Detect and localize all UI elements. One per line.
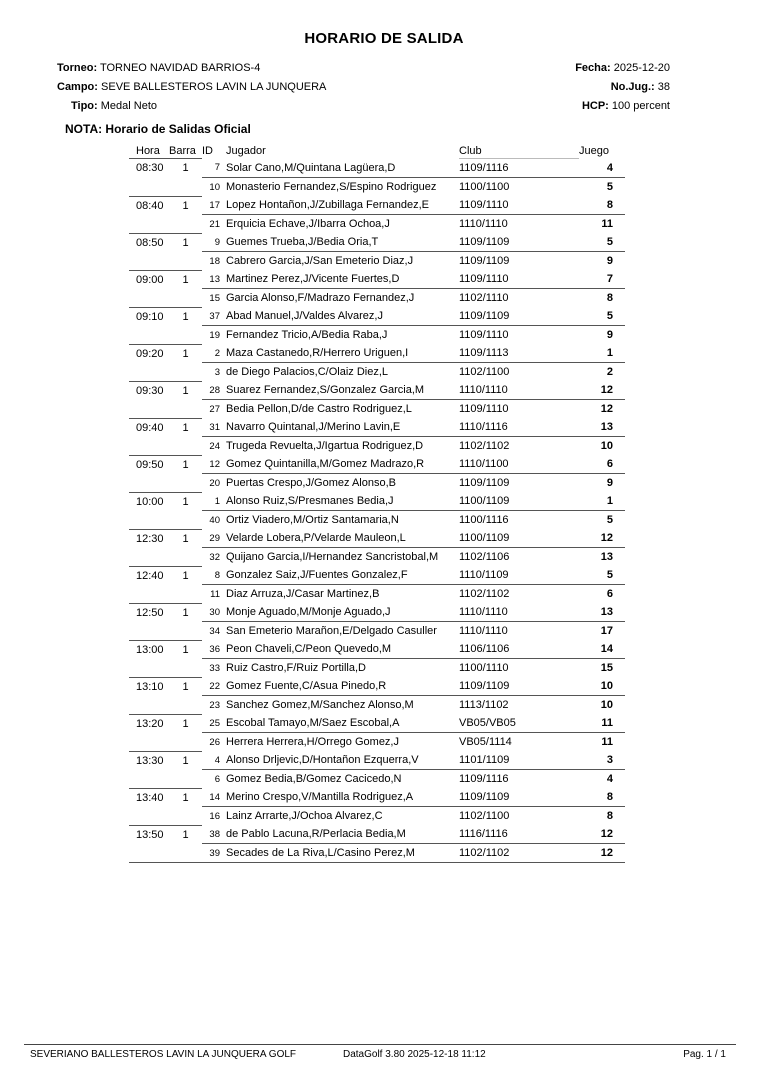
juego-cell: 9 <box>579 326 625 345</box>
jugador-cell: Cabrero Garcia,J/San Emeterio Diaz,J <box>223 252 459 271</box>
club-cell: 1109/1109 <box>459 310 510 322</box>
jugador-cell: Merino Crespo,V/Mantilla Rodriguez,A <box>226 791 414 803</box>
juego-cell: 13 <box>579 548 625 567</box>
barra-cell: 1 <box>169 825 202 844</box>
jugador-cell: Alonso Ruiz,S/Presmanes Bedia,J <box>226 495 394 507</box>
juego-cell: 5 <box>606 310 613 322</box>
table-row <box>129 418 625 437</box>
jugador-cell: Gomez Bedia,B/Gomez Cacicedo,N <box>223 770 459 789</box>
table-row <box>129 733 625 752</box>
barra-cell <box>169 363 202 382</box>
barra-cell: 1 <box>169 603 202 622</box>
club-cell: 1109/1116 <box>459 162 509 174</box>
club-cell: 1109/1109 <box>459 474 579 493</box>
id-cell: 37 <box>209 310 220 322</box>
juego-cell: 1 <box>606 347 613 359</box>
barra-cell: 1 <box>169 159 202 178</box>
hcp-value: 100 percent <box>611 100 670 112</box>
id-cell: 36 <box>209 643 220 655</box>
hora-cell <box>129 770 169 789</box>
hora-cell <box>129 400 169 419</box>
jugador-cell: Erquicia Echave,J/Ibarra Ochoa,J <box>223 215 459 234</box>
jugador-cell: Secades de La Riva,L/Casino Perez,M <box>223 844 459 863</box>
table-header-row <box>129 143 625 159</box>
table-row <box>129 400 625 419</box>
club-cell: 1110/1109 <box>459 569 509 581</box>
hora-cell: 09:00 <box>129 270 169 289</box>
id-cell: 14 <box>209 791 220 803</box>
nojug-label: No.Jug.: <box>610 81 655 93</box>
id-cell: 24 <box>202 437 223 456</box>
barra-cell: 1 <box>169 344 202 363</box>
hora-cell: 13:30 <box>129 751 169 770</box>
hora-cell: 13:10 <box>129 677 169 696</box>
id-cell: 9 <box>214 236 220 248</box>
id-cell: 4 <box>214 754 220 766</box>
barra-cell <box>169 511 202 530</box>
id-cell: 19 <box>202 326 223 345</box>
table-row <box>129 474 625 493</box>
table-row <box>129 714 625 733</box>
table-row <box>129 344 625 363</box>
club-cell: VB05/VB05 <box>459 717 516 729</box>
table-row <box>129 437 625 456</box>
jugador-cell: Lainz Arrarte,J/Ochoa Alvarez,C <box>223 807 459 826</box>
barra-cell: 1 <box>169 418 202 437</box>
juego-cell: 7 <box>606 273 613 285</box>
club-cell: 1110/1110 <box>459 606 508 618</box>
club-cell: 1102/1102 <box>459 585 579 604</box>
club-cell: VB05/1114 <box>459 733 579 752</box>
table-row <box>129 252 625 271</box>
id-cell: 25 <box>209 717 220 729</box>
nojug-line <box>611 80 670 94</box>
club-cell: 1109/1110 <box>459 199 509 211</box>
juego-cell: 5 <box>579 178 625 197</box>
torneo-value: TORNEO NAVIDAD BARRIOS-4 <box>99 62 261 74</box>
jugador-cell: San Emeterio Marañon,E/Delgado Casuller <box>223 622 459 641</box>
id-cell: 27 <box>202 400 223 419</box>
note-heading: NOTA: Horario de Salidas Oficial <box>65 122 251 136</box>
hora-cell <box>129 511 169 530</box>
id-cell: 22 <box>209 680 220 692</box>
table-row <box>129 326 625 345</box>
page-title: HORARIO DE SALIDA <box>304 30 464 47</box>
juego-cell: 6 <box>606 458 613 470</box>
id-cell: 17 <box>209 199 220 211</box>
id-cell: 8 <box>214 569 220 581</box>
table-row <box>129 363 625 382</box>
id-cell: 30 <box>209 606 220 618</box>
barra-cell <box>169 622 202 641</box>
club-cell: 1109/1109 <box>459 680 510 692</box>
id-cell: 33 <box>202 659 223 678</box>
jugador-cell: de Pablo Lacuna,R/Perlacia Bedia,M <box>226 828 406 840</box>
header-juego: Juego <box>579 144 609 157</box>
barra-cell: 1 <box>169 455 202 474</box>
footer-club: SEVERIANO BALLESTEROS LAVIN LA JUNQUERA GOLF <box>30 1049 297 1060</box>
club-cell: 1109/1109 <box>459 252 579 271</box>
nojug-value: 38 <box>657 81 670 93</box>
club-cell: 1102/1102 <box>459 437 579 456</box>
juego-cell: 13 <box>600 606 613 618</box>
jugador-cell: Lopez Hontañon,J/Zubillaga Fernandez,E <box>226 199 430 211</box>
table-row <box>129 640 625 659</box>
jugador-cell: Velarde Lobera,P/Velarde Mauleon,L <box>226 532 406 544</box>
table-row <box>129 455 625 474</box>
club-cell: 1102/1102 <box>459 844 579 863</box>
jugador-cell: Gonzalez Saiz,J/Fuentes Gonzalez,F <box>226 569 408 581</box>
barra-cell: 1 <box>169 492 202 511</box>
hora-cell <box>129 696 169 715</box>
barra-cell <box>169 659 202 678</box>
juego-cell: 5 <box>606 236 613 248</box>
club-cell: 1109/1110 <box>459 400 579 419</box>
hora-cell: 09:30 <box>129 381 169 400</box>
hora-cell: 12:30 <box>129 529 169 548</box>
table-row <box>129 622 625 641</box>
hora-cell: 09:10 <box>129 307 169 326</box>
id-cell: 11 <box>202 585 223 604</box>
hcp-line <box>582 99 670 113</box>
hora-cell <box>129 289 169 308</box>
juego-cell: 2 <box>579 363 625 382</box>
id-cell: 7 <box>214 162 220 174</box>
id-cell: 3 <box>202 363 223 382</box>
juego-cell: 17 <box>579 622 625 641</box>
jugador-cell: Monje Aguado,M/Monje Aguado,J <box>226 606 391 618</box>
table-row <box>129 492 625 511</box>
jugador-cell: Alonso Drljevic,D/Hontañon Ezquerra,V <box>226 754 419 766</box>
id-cell: 39 <box>202 844 223 863</box>
table-row <box>129 844 625 863</box>
table-row <box>129 825 625 844</box>
club-cell: 1100/1116 <box>459 511 579 530</box>
id-cell: 18 <box>202 252 223 271</box>
id-cell: 20 <box>202 474 223 493</box>
juego-cell: 10 <box>579 437 625 456</box>
club-cell: 1102/1110 <box>459 289 579 308</box>
table-row <box>129 677 625 696</box>
hora-cell: 10:00 <box>129 492 169 511</box>
juego-cell: 6 <box>579 585 625 604</box>
jugador-cell: Gomez Fuente,C/Asua Pinedo,R <box>226 680 387 692</box>
club-cell: 1100/1109 <box>459 495 510 507</box>
jugador-cell: Diaz Arruza,J/Casar Martinez,B <box>223 585 459 604</box>
barra-cell: 1 <box>169 307 202 326</box>
hora-cell: 13:00 <box>129 640 169 659</box>
barra-cell <box>169 252 202 271</box>
club-cell: 1102/1106 <box>459 548 579 567</box>
jugador-cell: Navarro Quintanal,J/Merino Lavin,E <box>226 421 401 433</box>
table-row <box>129 659 625 678</box>
hora-cell: 12:50 <box>129 603 169 622</box>
table-row <box>129 270 625 289</box>
club-cell: 1113/1102 <box>459 696 579 715</box>
id-cell: 10 <box>202 178 223 197</box>
jugador-cell: Maza Castanedo,R/Herrero Uriguen,I <box>226 347 409 359</box>
campo-label: Campo: <box>57 81 98 93</box>
juego-cell: 13 <box>600 421 613 433</box>
juego-cell: 8 <box>606 791 613 803</box>
jugador-cell: Quijano Garcia,I/Hernandez Sancristobal,M <box>223 548 459 567</box>
hora-cell <box>129 215 169 234</box>
juego-cell: 14 <box>600 643 613 655</box>
hcp-label: HCP: <box>581 100 609 112</box>
hora-cell: 12:40 <box>129 566 169 585</box>
hora-cell: 09:50 <box>129 455 169 474</box>
id-cell: 38 <box>209 828 220 840</box>
juego-cell: 4 <box>579 770 625 789</box>
juego-cell: 12 <box>600 532 613 544</box>
jugador-cell: Monasterio Fernandez,S/Espino Rodriguez <box>223 178 459 197</box>
barra-cell <box>169 289 202 308</box>
barra-cell <box>169 807 202 826</box>
barra-cell: 1 <box>169 714 202 733</box>
table-row <box>129 696 625 715</box>
club-cell: 1110/1110 <box>459 622 579 641</box>
barra-cell <box>169 215 202 234</box>
id-cell: 28 <box>209 384 220 396</box>
header-barra: Barra <box>169 144 196 157</box>
id-cell: 6 <box>202 770 223 789</box>
jugador-cell: Ortiz Viadero,M/Ortiz Santamaria,N <box>223 511 459 530</box>
juego-cell: 12 <box>600 828 613 840</box>
barra-cell: 1 <box>169 233 202 252</box>
jugador-cell: Trugeda Revuelta,J/Igartua Rodriguez,D <box>223 437 459 456</box>
header-id: ID <box>202 144 213 157</box>
club-cell: 1109/1109 <box>459 236 510 248</box>
club-cell: 1110/1110 <box>459 215 579 234</box>
hora-cell <box>129 178 169 197</box>
torneo-label: Torneo: <box>57 62 98 74</box>
jugador-cell: Ruiz Castro,F/Ruiz Portilla,D <box>223 659 459 678</box>
juego-cell: 9 <box>579 252 625 271</box>
hora-cell <box>129 363 169 382</box>
hora-cell: 09:20 <box>129 344 169 363</box>
jugador-cell: Gomez Quintanilla,M/Gomez Madrazo,R <box>226 458 425 470</box>
tipo-label: Tipo: <box>71 100 98 112</box>
table-row <box>129 307 625 326</box>
jugador-cell: Sanchez Gomez,M/Sanchez Alonso,M <box>223 696 459 715</box>
id-cell: 34 <box>202 622 223 641</box>
barra-cell: 1 <box>169 640 202 659</box>
juego-cell: 8 <box>606 199 613 211</box>
fecha-value: 2025-12-20 <box>613 62 670 74</box>
barra-cell <box>169 733 202 752</box>
club-cell: 1106/1106 <box>459 643 510 655</box>
tipo-line <box>71 99 157 113</box>
table-row <box>129 751 625 770</box>
juego-cell: 15 <box>579 659 625 678</box>
juego-cell: 11 <box>579 733 625 752</box>
club-cell: 1100/1110 <box>459 659 579 678</box>
barra-cell <box>169 326 202 345</box>
table-row <box>129 159 625 178</box>
juego-cell: 11 <box>579 215 625 234</box>
juego-cell: 5 <box>606 569 613 581</box>
barra-cell <box>169 400 202 419</box>
juego-cell: 5 <box>579 511 625 530</box>
club-cell: 1116/1116 <box>459 828 508 840</box>
jugador-cell: Fernandez Tricio,A/Bedia Raba,J <box>223 326 459 345</box>
table-row <box>129 178 625 197</box>
table-row <box>129 585 625 604</box>
table-row <box>129 233 625 252</box>
id-cell: 1 <box>214 495 220 507</box>
table-row <box>129 603 625 622</box>
jugador-cell: Guemes Trueba,J/Bedia Oria,T <box>226 236 379 248</box>
hora-cell: 08:50 <box>129 233 169 252</box>
footer-page: Pag. 1 / 1 <box>683 1049 726 1060</box>
torneo-line <box>57 61 260 75</box>
barra-cell: 1 <box>169 677 202 696</box>
header-hora: Hora <box>136 144 160 157</box>
hora-cell <box>129 548 169 567</box>
barra-cell <box>169 437 202 456</box>
hora-cell <box>129 326 169 345</box>
juego-cell: 1 <box>606 495 613 507</box>
hora-cell <box>129 807 169 826</box>
table-row <box>129 215 625 234</box>
club-cell: 1102/1100 <box>459 807 579 826</box>
footer-divider <box>24 1044 736 1045</box>
club-cell: 1109/1116 <box>459 770 579 789</box>
hora-cell: 13:40 <box>129 788 169 807</box>
id-cell: 21 <box>202 215 223 234</box>
hora-cell: 13:20 <box>129 714 169 733</box>
barra-cell <box>169 548 202 567</box>
barra-cell: 1 <box>169 196 202 215</box>
juego-cell: 12 <box>579 844 625 863</box>
table-row <box>129 788 625 807</box>
club-cell: 1110/1110 <box>459 384 508 396</box>
club-cell: 1109/1113 <box>459 347 509 359</box>
club-cell: 1102/1100 <box>459 363 579 382</box>
barra-cell: 1 <box>169 529 202 548</box>
id-cell: 29 <box>209 532 220 544</box>
jugador-cell: Escobal Tamayo,M/Saez Escobal,A <box>226 717 400 729</box>
id-cell: 2 <box>214 347 220 359</box>
club-cell: 1109/1109 <box>459 791 510 803</box>
jugador-cell: Suarez Fernandez,S/Gonzalez Garcia,M <box>226 384 425 396</box>
header-jugador: Jugador <box>226 144 266 157</box>
barra-cell: 1 <box>169 270 202 289</box>
jugador-cell: Garcia Alonso,F/Madrazo Fernandez,J <box>223 289 459 308</box>
id-cell: 23 <box>202 696 223 715</box>
schedule-body <box>129 159 625 863</box>
club-cell: 1110/1100 <box>459 458 509 470</box>
juego-cell: 8 <box>579 807 625 826</box>
juego-cell: 12 <box>600 384 613 396</box>
jugador-cell: de Diego Palacios,C/Olaiz Diez,L <box>223 363 459 382</box>
campo-value: SEVE BALLESTEROS LAVIN LA JUNQUERA <box>101 81 327 93</box>
jugador-cell: Martinez Perez,J/Vicente Fuertes,D <box>226 273 400 285</box>
hora-cell <box>129 659 169 678</box>
jugador-cell: Solar Cano,M/Quintana Lagüera,D <box>226 161 396 174</box>
table-row <box>129 807 625 826</box>
juego-cell: 8 <box>579 289 625 308</box>
hora-cell <box>129 733 169 752</box>
table-row <box>129 770 625 789</box>
fecha-line <box>575 61 670 75</box>
jugador-cell: Abad Manuel,J/Valdes Alvarez,J <box>226 310 383 322</box>
footer-software: DataGolf 3.80 2025-12-18 11:12 <box>343 1049 486 1060</box>
table-row <box>129 289 625 308</box>
hora-cell <box>129 437 169 456</box>
juego-cell: 10 <box>579 696 625 715</box>
barra-cell: 1 <box>169 788 202 807</box>
table-row <box>129 548 625 567</box>
id-cell: 16 <box>202 807 223 826</box>
jugador-cell: Puertas Crespo,J/Gomez Alonso,B <box>223 474 459 493</box>
hora-cell <box>129 252 169 271</box>
fecha-label: Fecha: <box>575 62 611 74</box>
jugador-cell: Bedia Pellon,D/de Castro Rodriguez,L <box>223 400 459 419</box>
juego-cell: 10 <box>600 680 613 692</box>
hora-cell: 08:30 <box>129 159 169 178</box>
table-row <box>129 566 625 585</box>
club-cell: 1109/1110 <box>459 273 509 285</box>
barra-cell <box>169 844 202 863</box>
hora-cell: 13:50 <box>129 825 169 844</box>
juego-cell: 3 <box>606 754 613 766</box>
club-cell: 1110/1116 <box>459 421 508 433</box>
barra-cell: 1 <box>169 381 202 400</box>
hora-cell: 09:40 <box>129 418 169 437</box>
id-cell: 40 <box>202 511 223 530</box>
id-cell: 13 <box>209 273 220 285</box>
hora-cell <box>129 844 169 863</box>
club-cell: 1100/1100 <box>459 178 579 197</box>
juego-cell: 4 <box>606 161 613 174</box>
id-cell: 15 <box>202 289 223 308</box>
id-cell: 31 <box>209 421 220 433</box>
table-row <box>129 511 625 530</box>
campo-line <box>57 80 326 94</box>
jugador-cell: Herrera Herrera,H/Orrego Gomez,J <box>223 733 459 752</box>
barra-cell <box>169 696 202 715</box>
juego-cell: 12 <box>579 400 625 419</box>
id-cell: 12 <box>209 458 220 470</box>
table-row <box>129 196 625 215</box>
club-cell: 1100/1109 <box>459 532 510 544</box>
id-cell: 32 <box>202 548 223 567</box>
hora-cell <box>129 622 169 641</box>
juego-cell: 9 <box>579 474 625 493</box>
barra-cell: 1 <box>169 751 202 770</box>
header-club: Club <box>459 143 579 159</box>
hora-cell <box>129 474 169 493</box>
juego-cell: 11 <box>601 717 613 729</box>
hora-cell: 08:40 <box>129 196 169 215</box>
jugador-cell: Peon Chaveli,C/Peon Quevedo,M <box>226 643 392 655</box>
schedule-table <box>129 143 625 863</box>
tipo-value: Medal Neto <box>100 100 158 112</box>
table-row <box>129 381 625 400</box>
barra-cell <box>169 770 202 789</box>
barra-cell: 1 <box>169 566 202 585</box>
hora-cell <box>129 585 169 604</box>
table-row <box>129 529 625 548</box>
club-cell: 1109/1110 <box>459 326 579 345</box>
barra-cell <box>169 585 202 604</box>
barra-cell <box>169 178 202 197</box>
barra-cell <box>169 474 202 493</box>
id-cell: 26 <box>202 733 223 752</box>
club-cell: 1101/1109 <box>459 754 510 766</box>
